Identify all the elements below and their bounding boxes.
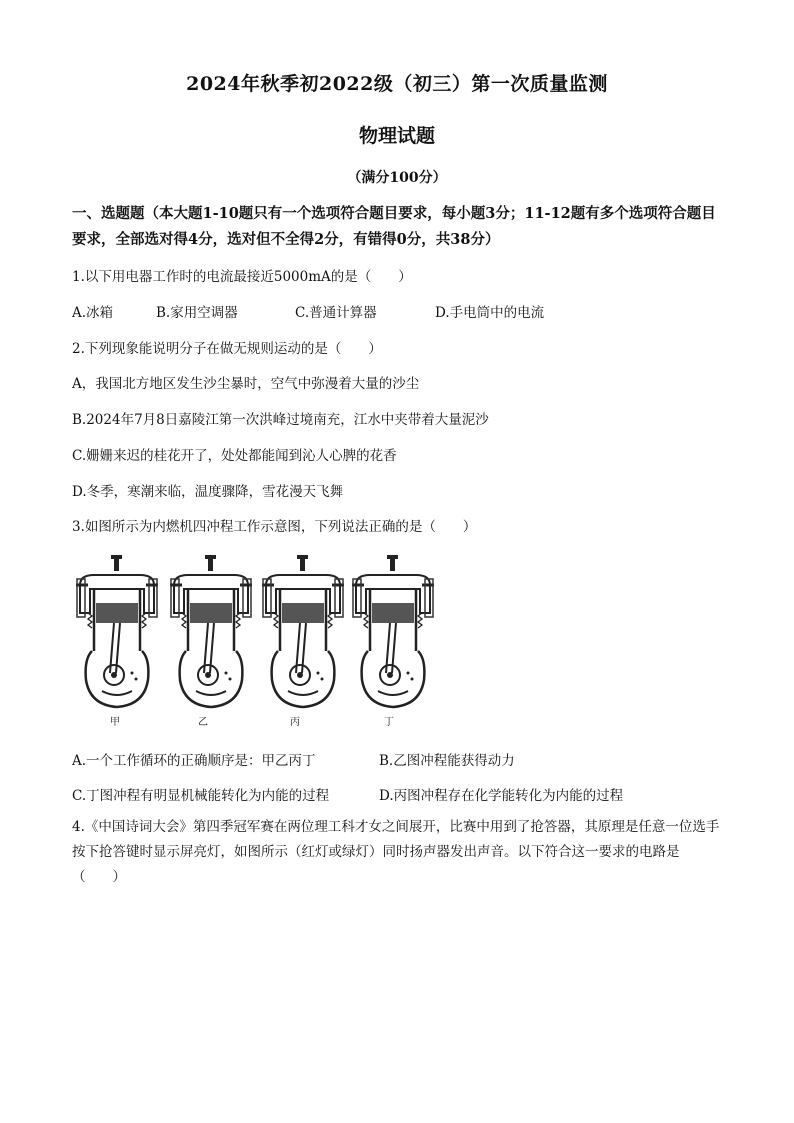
engine-strokes-figure bbox=[74, 555, 444, 730]
figure-label-ding: 丁 bbox=[384, 717, 394, 728]
question-4-stem: 4.《中国诗词大会》第四季冠军赛在两位理工科才女之间展开，比赛中用到了抢答器，其原理是任意一位选手按下抢答键时显示屏亮灯，如图所示（红灯或绿灯）同时扬声器发出声音。以下符合这一要求的电路是（ ） bbox=[72, 819, 720, 885]
q3-option-b: B.乙图冲程能获得动力 bbox=[379, 753, 515, 769]
figure-label-bing: 丙 bbox=[290, 717, 300, 728]
question-1-stem: 1.以下用电器工作时的电流最接近5000mA的是（ ） bbox=[72, 269, 412, 285]
q1-option-a: A.冰箱 bbox=[72, 305, 114, 321]
q3-option-a: A.一个工作循环的正确顺序是：甲乙丙丁 bbox=[72, 753, 316, 769]
q1-option-b: B.家用空调器 bbox=[156, 305, 238, 321]
q3-option-d: D.丙图冲程存在化学能转化为内能的过程 bbox=[379, 788, 624, 804]
q1-option-d: D.手电筒中的电流 bbox=[435, 305, 545, 321]
full-score: （满分100分） bbox=[347, 170, 447, 186]
exam-subject: 物理试题 bbox=[358, 125, 435, 147]
question-3-options-row2 bbox=[72, 784, 722, 804]
question-3-options-row1 bbox=[72, 749, 722, 769]
q1-option-c: C.普通计算器 bbox=[295, 305, 377, 321]
engine-jia bbox=[76, 555, 158, 707]
question-2-stem: 2.下列现象能说明分子在做无规则运动的是（ ） bbox=[72, 341, 382, 357]
section-heading: 一、选题题（本大题1-10题只有一个选项符合题目要求，每小题3分；11-12题有多个选项符合题目要求，全部选对得4分，选对但不全得2分，有错得0分，共38分） bbox=[72, 205, 716, 248]
exam-title: 2024年秋季初2022级（初三）第一次质量监测 bbox=[186, 73, 608, 95]
q2-option-d: D.冬季，寒潮来临，温度骤降，雪花漫天飞舞 bbox=[72, 484, 344, 500]
question-1-options bbox=[72, 301, 722, 321]
engine-ding bbox=[352, 555, 434, 707]
q2-option-c: C.姗姗来迟的桂花开了，处处都能闻到沁人心脾的花香 bbox=[72, 448, 397, 464]
figure-label-yi: 乙 bbox=[198, 717, 208, 728]
engine-bing bbox=[262, 555, 344, 707]
question-3-stem: 3.如图所示为内燃机四冲程工作示意图，下列说法正确的是（ ） bbox=[72, 519, 477, 535]
q2-option-a: A，我国北方地区发生沙尘暴时，空气中弥漫着大量的沙尘 bbox=[72, 376, 420, 392]
figure-label-jia: 甲 bbox=[110, 717, 120, 728]
engine-yi bbox=[170, 555, 252, 707]
q2-option-b: B.2024年7月8日嘉陵江第一次洪峰过境南充，江水中夹带着大量泥沙 bbox=[72, 412, 489, 428]
q3-option-c: C.丁图冲程有明显机械能转化为内能的过程 bbox=[72, 788, 330, 804]
